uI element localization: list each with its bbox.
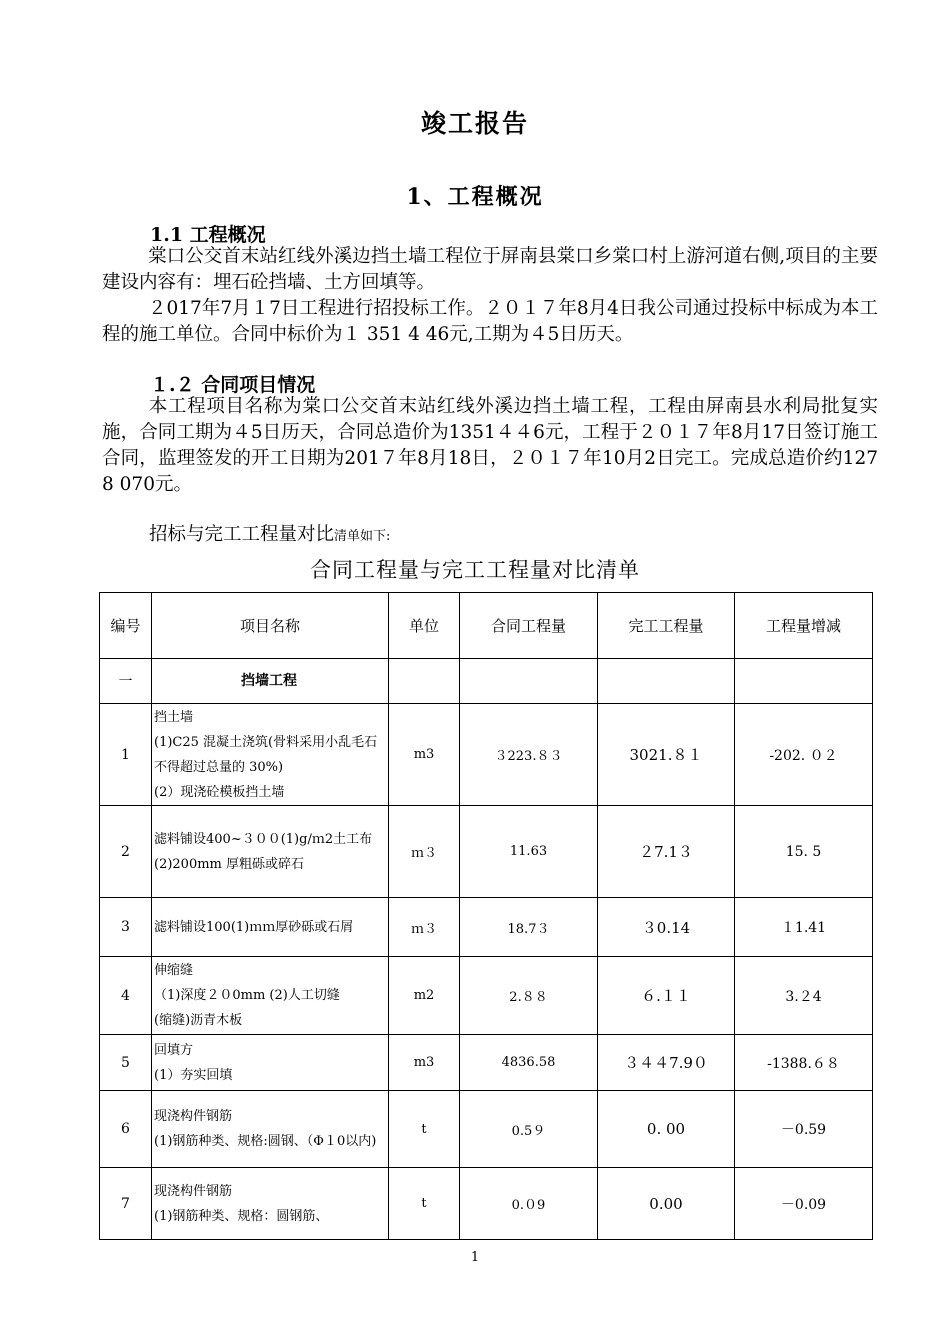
paragraph-text: ２017年7月１7日工程进行招投标工作。２０１７年8月4日我公司通过投标中标成为本工程的施工单位。合同中标价为１ 351 4 46元,工期为４5日历天。 (102, 298, 878, 345)
table-header-row (100, 593, 873, 659)
item-name-line: (2)200mm 厚粗砾或碎石 (154, 856, 305, 872)
item-name-line: (2）现浇砼模板挡土墙 (154, 784, 285, 800)
table-row (100, 1035, 873, 1091)
item-name-line: （1)深度２０0mm (2)人工切缝 (154, 988, 340, 1003)
row-completed-quantity: 3021.８１ (598, 704, 735, 806)
row-quantity-change: 3.２4 (735, 957, 873, 1035)
row-contract-quantity: 18.7３ (460, 898, 598, 957)
row-completed-quantity: ３0.14 (598, 898, 735, 957)
group-name: 挡墙工程 (152, 659, 389, 704)
subsection-heading-1-2: １.２ 合同项目情况 (150, 374, 316, 396)
section-title: 1、工程概况 (406, 184, 544, 210)
paragraph-text: 棠口公交首末站红线外溪边挡土墙工程位于屏南县棠口乡棠口村上游河道右侧,项目的主要建设内容有：埋石砼挡墙、土方回填等。 (102, 246, 878, 293)
paragraph-text: 本工程项目名称为棠口公交首末站红线外溪边挡土墙工程，工程由屏南县水利局批复实施，合同工期为４5日历天，合同总造价为1351４４6元，工程于２０１７年8月17日签订施工合同，监理签发的开工日期为201７年8月18日，２０１７年10月2日完工。完成总造价约127 8 070元。 (102, 396, 878, 495)
row-contract-quantity: ３223.８３ (460, 704, 598, 806)
row-unit: ｍ３ (389, 898, 460, 957)
item-name-line: (1)钢筋种类、规格:圆钢、（Φ１0以内) (154, 1134, 377, 1149)
row-item-name (152, 1035, 389, 1091)
item-name-line: 回填方 (154, 1042, 194, 1058)
table-intro-main: 招标与完工工程量对比 (149, 524, 335, 545)
item-name-line: (1)钢筋种类、规格：圆钢筋、 (154, 1208, 329, 1224)
row-contract-quantity: 0.０9 (460, 1168, 598, 1240)
row-quantity-change: －0.59 (735, 1091, 873, 1168)
item-name-line: 现浇构件钢筋 (154, 1183, 233, 1199)
subsection-heading-1-1: 1.1 工程概况 (150, 224, 266, 246)
item-name-line: 滤料铺设400~３００(1)g/ｍ2土工布 (154, 831, 373, 847)
row-completed-quantity: 0.00 (598, 1168, 735, 1240)
row-number: 3 (100, 898, 152, 957)
header-item-name: 项目名称 (152, 593, 389, 659)
page-number: 1 (470, 1250, 480, 1265)
row-quantity-change: １1.41 (735, 898, 873, 957)
header-unit: 单位 (389, 593, 460, 659)
row-completed-quantity: ３４４7.9０ (598, 1035, 735, 1091)
group-number: 一 (100, 659, 152, 704)
row-unit: m3 (389, 1035, 460, 1091)
row-unit: m2 (389, 957, 460, 1035)
paragraph-contract-info (102, 394, 878, 498)
table-intro (149, 520, 390, 546)
item-name-line: (1）夯实回填 (154, 1067, 233, 1083)
item-name-line: 伸缩缝 (154, 963, 194, 978)
row-contract-quantity: 11.63 (460, 806, 598, 898)
header-number: 编号 (100, 593, 152, 659)
row-quantity-change: －0.09 (735, 1168, 873, 1240)
row-number: 4 (100, 957, 152, 1035)
row-contract-quantity: 0.5９ (460, 1091, 598, 1168)
row-number: 2 (100, 806, 152, 898)
paragraph-project-location (102, 244, 878, 296)
row-quantity-change: 15. 5 (735, 806, 873, 898)
row-item-name (152, 704, 389, 806)
item-name-line: 挡土墙 (154, 709, 194, 725)
item-name-line: (1)C25 混凝土浇筑(骨料采用小乱毛石不得超过总量的 30%) (154, 734, 378, 775)
table-row (100, 898, 873, 957)
document-title: 竣工报告 (420, 109, 529, 138)
row-unit: t (389, 1091, 460, 1168)
table-row (100, 1168, 873, 1240)
quantity-comparison-table (99, 592, 873, 1240)
table-intro-small: 清单如下: (334, 529, 391, 544)
item-name-line: 现浇构件钢筋 (154, 1109, 233, 1124)
table-row (100, 1091, 873, 1168)
row-number: 5 (100, 1035, 152, 1091)
header-contract-quantity: 合同工程量 (460, 593, 598, 659)
row-item-name (152, 957, 389, 1035)
row-unit: m3 (389, 704, 460, 806)
row-number: 7 (100, 1168, 152, 1240)
table-title: 合同工程量与完工工程量对比清单 (310, 558, 640, 582)
item-name-line: (缩缝)沥青木板 (154, 1013, 243, 1028)
table-row (100, 704, 873, 806)
header-completed-quantity: 完工工程量 (598, 593, 735, 659)
table-row (100, 957, 873, 1035)
empty-cell (460, 659, 598, 704)
row-number: 1 (100, 704, 152, 806)
row-contract-quantity: 4836.58 (460, 1035, 598, 1091)
table-row (100, 806, 873, 898)
row-quantity-change: -202. ０２ (735, 704, 873, 806)
row-completed-quantity: ６.１１ (598, 957, 735, 1035)
row-completed-quantity: 0. 00 (598, 1091, 735, 1168)
empty-cell (389, 659, 460, 704)
row-completed-quantity: ２7.1３ (598, 806, 735, 898)
item-name-line: 滤料铺设100(1)ｍｍ厚砂砾或石屑 (154, 919, 354, 935)
row-item-name (152, 898, 389, 957)
row-item-name (152, 806, 389, 898)
table-group-row (100, 659, 873, 704)
paragraph-bidding (102, 296, 878, 348)
row-number: 6 (100, 1091, 152, 1168)
row-unit: ｍ３ (389, 806, 460, 898)
row-unit: t (389, 1168, 460, 1240)
empty-cell (735, 659, 873, 704)
empty-cell (598, 659, 735, 704)
row-item-name (152, 1091, 389, 1168)
row-quantity-change: -1388.６８ (735, 1035, 873, 1091)
row-contract-quantity: 2.８８ (460, 957, 598, 1035)
row-item-name (152, 1168, 389, 1240)
header-quantity-change: 工程量增减 (735, 593, 873, 659)
